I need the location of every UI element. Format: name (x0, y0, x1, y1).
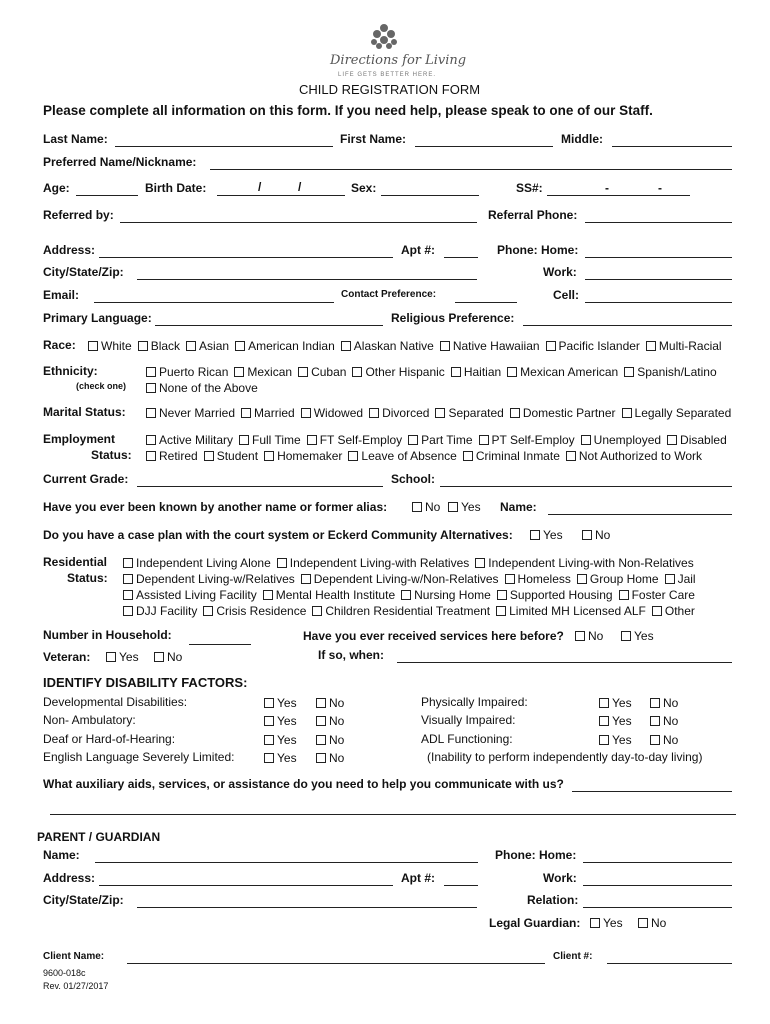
parent-guardian-heading: PARENT / GUARDIAN (37, 830, 161, 844)
no-option[interactable]: No (650, 714, 678, 728)
auxiliary-aids-question: What auxiliary aids, services, or assistance do you need to help you communicate with us? (43, 777, 564, 791)
checkbox[interactable] (599, 716, 609, 726)
residential-option[interactable]: Dependent Living-w/Relatives (123, 572, 295, 586)
employment-option[interactable]: Criminal Inmate (463, 449, 560, 463)
checkbox[interactable] (341, 341, 351, 351)
referral-phone-field[interactable] (585, 222, 732, 223)
residential-option[interactable]: Other (652, 604, 695, 618)
city-state-zip-field[interactable] (137, 279, 477, 280)
guardian-relation-field[interactable] (583, 907, 732, 908)
contact-preference-field[interactable] (455, 302, 517, 303)
checkbox[interactable] (204, 451, 214, 461)
employment-option[interactable]: PT Self-Employ (479, 433, 575, 447)
yes-option[interactable]: Yes (264, 751, 297, 765)
work-phone-label: Work: (543, 265, 577, 279)
employment-option[interactable]: Homemaker (264, 449, 342, 463)
middle-label: Middle: (561, 132, 603, 146)
checkbox[interactable] (264, 451, 274, 461)
residential-options-row1 (123, 556, 700, 570)
checkbox[interactable] (154, 652, 164, 662)
checkbox[interactable] (665, 574, 675, 584)
current-grade-field[interactable] (137, 486, 383, 487)
checkbox[interactable] (239, 435, 249, 445)
checkbox[interactable] (264, 735, 274, 745)
yes-option[interactable]: Yes (599, 733, 632, 747)
checkbox[interactable] (451, 367, 461, 377)
alias-question: Have you ever been known by another name or former alias: (43, 500, 388, 514)
checkbox[interactable] (241, 408, 251, 418)
residential-option[interactable]: Group Home (577, 572, 659, 586)
english-limited-label: English Language Severely Limited: (43, 750, 235, 764)
race-option[interactable]: Alaskan Native (341, 339, 434, 353)
alias-name-label: Name: (500, 500, 537, 514)
checkbox[interactable] (650, 698, 660, 708)
services-no-option[interactable]: No (575, 629, 603, 643)
checkbox[interactable] (575, 631, 585, 641)
residential-option[interactable]: Jail (665, 572, 696, 586)
household-number-label: Number in Household: (43, 628, 172, 642)
checkbox[interactable] (203, 606, 213, 616)
checkbox[interactable] (401, 590, 411, 600)
checkbox[interactable] (316, 735, 326, 745)
veteran-no-option[interactable]: No (154, 650, 182, 664)
disability-heading: IDENTIFY DISABILITY FACTORS: (43, 675, 248, 690)
guardian-city-state-zip-field[interactable] (137, 907, 477, 908)
race-option[interactable]: Multi-Racial (646, 339, 722, 353)
developmental-disabilities-label: Developmental Disabilities: (43, 695, 188, 709)
ethnicity-options-row2 (146, 381, 264, 395)
checkbox[interactable] (507, 367, 517, 377)
ssn-label: SS#: (516, 181, 543, 195)
residential-option[interactable]: Children Residential Treatment (312, 604, 490, 618)
checkbox[interactable] (277, 558, 287, 568)
physically-impaired-label: Physically Impaired: (421, 695, 528, 709)
legal-guardian-label: Legal Guardian: (489, 916, 581, 930)
checkbox[interactable] (619, 590, 629, 600)
checkbox[interactable] (88, 341, 98, 351)
primary-language-field[interactable] (155, 325, 383, 326)
checkbox[interactable] (479, 435, 489, 445)
checkbox[interactable] (348, 451, 358, 461)
cell-label: Cell: (553, 288, 580, 302)
checkbox[interactable] (510, 408, 520, 418)
race-option[interactable]: Black (138, 339, 180, 353)
yes-option[interactable]: Yes (264, 714, 297, 728)
checkbox[interactable] (505, 574, 515, 584)
guardian-name-label: Name: (43, 848, 80, 862)
school-field[interactable] (440, 486, 732, 487)
services-yes-option[interactable]: Yes (621, 629, 654, 643)
checkbox[interactable] (497, 590, 507, 600)
checkbox[interactable] (316, 716, 326, 726)
checkbox[interactable] (146, 435, 156, 445)
residential-option[interactable]: Independent Living-with Non-Relatives (475, 556, 693, 570)
birth-date-slash: / (298, 180, 302, 194)
veteran-label: Veteran: (43, 650, 91, 664)
guardian-apt-field[interactable] (444, 885, 478, 886)
form-code: 9600-018c (43, 968, 86, 978)
ethnicity-option[interactable]: Other Hispanic (352, 365, 444, 379)
residential-option[interactable]: Dependent Living-w/Non-Relatives (301, 572, 499, 586)
checkbox[interactable] (316, 753, 326, 763)
guardian-phone-home-field[interactable] (583, 862, 732, 863)
first-name-field[interactable] (415, 146, 553, 147)
birth-date-field[interactable] (217, 195, 345, 196)
legal-guardian-yes-option[interactable]: Yes (590, 916, 623, 930)
employment-option[interactable]: Student (204, 449, 258, 463)
checkbox[interactable] (599, 735, 609, 745)
checkbox[interactable] (577, 574, 587, 584)
employment-status-label: Status: (91, 448, 132, 462)
checkbox[interactable] (307, 435, 317, 445)
form-title: CHILD REGISTRATION FORM (299, 82, 481, 97)
email-field[interactable] (94, 302, 334, 303)
adl-functioning-label: ADL Functioning: (421, 732, 513, 746)
no-option[interactable]: No (650, 733, 678, 747)
checkbox[interactable] (123, 574, 133, 584)
guardian-address-field[interactable] (99, 885, 393, 886)
apt-label: Apt #: (401, 243, 435, 257)
sex-label: Sex: (351, 181, 377, 195)
apt-field[interactable] (444, 257, 478, 258)
client-number-label: Client #: (553, 951, 593, 962)
checkbox[interactable] (652, 606, 662, 616)
yes-option[interactable]: Yes (599, 714, 632, 728)
auxiliary-aids-field[interactable] (572, 791, 732, 792)
marital-option[interactable]: Married (241, 406, 295, 420)
checkbox[interactable] (448, 502, 458, 512)
alias-name-field[interactable] (548, 514, 732, 515)
no-option[interactable]: No (316, 733, 344, 747)
checkbox[interactable] (435, 408, 445, 418)
marital-option[interactable]: Never Married (146, 406, 235, 420)
residential-status-label: Status: (67, 571, 108, 585)
checkbox[interactable] (123, 606, 133, 616)
referral-phone-label: Referral Phone: (488, 208, 578, 222)
guardian-apt-label: Apt #: (401, 871, 435, 885)
checkbox[interactable] (146, 367, 156, 377)
ethnicity-option[interactable]: Puerto Rican (146, 365, 228, 379)
ethnicity-option[interactable]: Cuban (298, 365, 346, 379)
checkbox[interactable] (440, 341, 450, 351)
checkbox[interactable] (298, 367, 308, 377)
marital-status-label: Marital Status: (43, 405, 126, 419)
case-plan-no-option[interactable]: No (582, 528, 610, 542)
auxiliary-aids-field-line2[interactable] (50, 814, 736, 815)
employment-option[interactable]: FT Self-Employ (307, 433, 402, 447)
marital-options (146, 406, 737, 420)
work-phone-field[interactable] (585, 279, 732, 280)
ethnicity-note: (check one) (76, 381, 127, 391)
alias-no-option[interactable]: No (412, 500, 440, 514)
address-field[interactable] (99, 257, 393, 258)
household-number-field[interactable] (189, 644, 251, 645)
ssn-field[interactable] (547, 195, 690, 196)
client-name-field[interactable] (127, 963, 545, 964)
checkbox[interactable] (599, 698, 609, 708)
client-number-field[interactable] (607, 963, 732, 964)
race-option[interactable]: White (88, 339, 132, 353)
phone-home-field[interactable] (585, 257, 732, 258)
employment-option[interactable]: Disabled (667, 433, 727, 447)
checkbox[interactable] (408, 435, 418, 445)
case-plan-question: Do you have a case plan with the court system or Eckerd Community Alternatives: (43, 528, 513, 542)
adl-note: (Inability to perform independently day-to-day living) (427, 750, 703, 764)
employment-options-row1 (146, 433, 733, 447)
race-option[interactable]: Pacific Islander (546, 339, 640, 353)
employment-option[interactable]: Full Time (239, 433, 301, 447)
birth-date-label: Birth Date: (145, 181, 207, 195)
ssn-dash: - (605, 181, 609, 195)
checkbox[interactable] (650, 735, 660, 745)
form-revision: Rev. 01/27/2017 (43, 981, 109, 991)
guardian-name-field[interactable] (95, 862, 478, 863)
checkbox[interactable] (546, 341, 556, 351)
marital-option[interactable]: Widowed (301, 406, 363, 420)
residential-option[interactable]: Foster Care (619, 588, 695, 602)
ethnicity-label: Ethnicity: (43, 364, 98, 378)
checkbox[interactable] (301, 408, 311, 418)
if-so-when-field[interactable] (397, 662, 732, 663)
marital-option[interactable]: Legally Separated (622, 406, 732, 420)
employment-option[interactable]: Not Authorized to Work (566, 449, 702, 463)
referred-by-field[interactable] (120, 222, 477, 223)
checkbox[interactable] (264, 716, 274, 726)
checkbox[interactable] (312, 606, 322, 616)
deaf-label: Deaf or Hard-of-Hearing: (43, 732, 176, 746)
ethnicity-option[interactable]: Mexican (234, 365, 292, 379)
guardian-work-label: Work: (543, 871, 577, 885)
middle-field[interactable] (612, 146, 732, 147)
employment-option[interactable]: Leave of Absence (348, 449, 456, 463)
primary-language-label: Primary Language: (43, 311, 152, 325)
ethnicity-option[interactable]: Mexican American (507, 365, 618, 379)
race-options (88, 339, 728, 353)
checkbox[interactable] (264, 753, 274, 763)
age-field[interactable] (76, 195, 138, 196)
race-label: Race: (43, 338, 76, 352)
religious-preference-label: Religious Preference: (391, 311, 515, 325)
ethnicity-option[interactable]: Haitian (451, 365, 501, 379)
guardian-phone-home-label: Phone: Home: (495, 848, 577, 862)
residential-options-row2 (123, 572, 702, 586)
logo-name: Directions for Living (330, 53, 467, 68)
checkbox[interactable] (650, 716, 660, 726)
no-option[interactable]: No (316, 696, 344, 710)
residential-label: Residential (43, 555, 108, 569)
preferred-name-field[interactable] (210, 169, 732, 170)
race-option[interactable]: Asian (186, 339, 229, 353)
address-label: Address: (43, 243, 96, 257)
checkbox[interactable] (590, 918, 600, 928)
last-name-label: Last Name: (43, 132, 108, 146)
residential-option[interactable]: Homeless (505, 572, 571, 586)
residential-option[interactable]: Supported Housing (497, 588, 613, 602)
employment-option[interactable]: Active Military (146, 433, 233, 447)
email-label: Email: (43, 288, 80, 302)
form-instructions: Please complete all information on this form. If you need help, please speak to one of our Staff. (43, 103, 653, 118)
checkbox[interactable] (146, 408, 156, 418)
guardian-relation-label: Relation: (527, 893, 579, 907)
employment-options-row2 (146, 449, 708, 463)
legal-guardian-no-option[interactable]: No (638, 916, 666, 930)
preferred-name-label: Preferred Name/Nickname: (43, 155, 197, 169)
race-option[interactable]: American Indian (235, 339, 335, 353)
checkbox[interactable] (234, 367, 244, 377)
checkbox[interactable] (646, 341, 656, 351)
checkbox[interactable] (463, 451, 473, 461)
birth-date-slash: / (258, 180, 262, 194)
services-before-question: Have you ever received services here before? (303, 629, 564, 643)
checkbox[interactable] (369, 408, 379, 418)
checkbox[interactable] (621, 631, 631, 641)
ethnicity-option[interactable]: None of the Above (146, 381, 258, 395)
checkbox[interactable] (123, 558, 133, 568)
yes-option[interactable]: Yes (264, 696, 297, 710)
checkbox[interactable] (186, 341, 196, 351)
no-option[interactable]: No (316, 751, 344, 765)
checkbox[interactable] (264, 698, 274, 708)
ssn-dash: - (658, 181, 662, 195)
checkbox[interactable] (638, 918, 648, 928)
logo-tagline: LIFE GETS BETTER HERE. (338, 72, 437, 78)
checkbox[interactable] (106, 652, 116, 662)
ethnicity-options-row1 (146, 365, 723, 379)
employment-option[interactable]: Retired (146, 449, 198, 463)
non-ambulatory-label: Non- Ambulatory: (43, 713, 136, 727)
residential-option[interactable]: Nursing Home (401, 588, 491, 602)
employment-option[interactable]: Unemployed (581, 433, 661, 447)
yes-option[interactable]: Yes (264, 733, 297, 747)
residential-option[interactable]: Limited MH Licensed ALF (496, 604, 646, 618)
checkbox[interactable] (316, 698, 326, 708)
race-option[interactable]: Native Hawaiian (440, 339, 540, 353)
directions-for-living-logo (324, 20, 467, 78)
residential-option[interactable]: Assisted Living Facility (123, 588, 257, 602)
residential-options-row4 (123, 604, 701, 618)
checkbox[interactable] (412, 502, 422, 512)
veteran-yes-option[interactable]: Yes (106, 650, 139, 664)
checkbox[interactable] (530, 530, 540, 540)
checkbox[interactable] (622, 408, 632, 418)
residential-option[interactable]: Mental Health Institute (263, 588, 395, 602)
residential-option[interactable]: Independent Living Alone (123, 556, 271, 570)
marital-option[interactable]: Separated (435, 406, 503, 420)
guardian-address-label: Address: (43, 871, 96, 885)
age-label: Age: (43, 181, 70, 195)
yes-option[interactable]: Yes (599, 696, 632, 710)
residential-options-row3 (123, 588, 701, 602)
no-option[interactable]: No (316, 714, 344, 728)
no-option[interactable]: No (650, 696, 678, 710)
cell-field[interactable] (585, 302, 732, 303)
religious-preference-field[interactable] (523, 325, 732, 326)
alias-yes-option[interactable]: Yes (448, 500, 481, 514)
referred-by-label: Referred by: (43, 208, 114, 222)
guardian-work-field[interactable] (583, 885, 732, 886)
visually-impaired-label: Visually Impaired: (421, 713, 516, 727)
checkbox[interactable] (123, 590, 133, 600)
city-state-zip-label: City/State/Zip: (43, 265, 124, 279)
checkbox[interactable] (138, 341, 148, 351)
checkbox[interactable] (566, 451, 576, 461)
checkbox[interactable] (146, 451, 156, 461)
last-name-field[interactable] (115, 146, 333, 147)
residential-option[interactable]: Independent Living-with Relatives (277, 556, 469, 570)
checkbox[interactable] (496, 606, 506, 616)
first-name-label: First Name: (340, 132, 407, 146)
checkbox[interactable] (582, 530, 592, 540)
sex-field[interactable] (381, 195, 479, 196)
checkbox[interactable] (301, 574, 311, 584)
checkbox[interactable] (475, 558, 485, 568)
if-so-when-label: If so, when: (318, 648, 384, 662)
current-grade-label: Current Grade: (43, 472, 129, 486)
checkbox[interactable] (667, 435, 677, 445)
client-name-label: Client Name: (43, 951, 105, 962)
checkbox[interactable] (581, 435, 591, 445)
marital-option[interactable]: Divorced (369, 406, 429, 420)
employment-label: Employment (43, 432, 116, 446)
checkbox[interactable] (352, 367, 362, 377)
checkbox[interactable] (624, 367, 634, 377)
phone-home-label: Phone: Home: (497, 243, 579, 257)
contact-preference-label: Contact Preference: (341, 289, 437, 300)
employment-option[interactable]: Part Time (408, 433, 472, 447)
school-label: School: (391, 472, 435, 486)
checkbox[interactable] (235, 341, 245, 351)
ethnicity-option[interactable]: Spanish/Latino (624, 365, 716, 379)
residential-option[interactable]: Crisis Residence (203, 604, 306, 618)
marital-option[interactable]: Domestic Partner (510, 406, 616, 420)
guardian-city-state-zip-label: City/State/Zip: (43, 893, 124, 907)
checkbox[interactable] (263, 590, 273, 600)
case-plan-yes-option[interactable]: Yes (530, 528, 563, 542)
residential-option[interactable]: DJJ Facility (123, 604, 197, 618)
checkbox[interactable] (146, 383, 156, 393)
